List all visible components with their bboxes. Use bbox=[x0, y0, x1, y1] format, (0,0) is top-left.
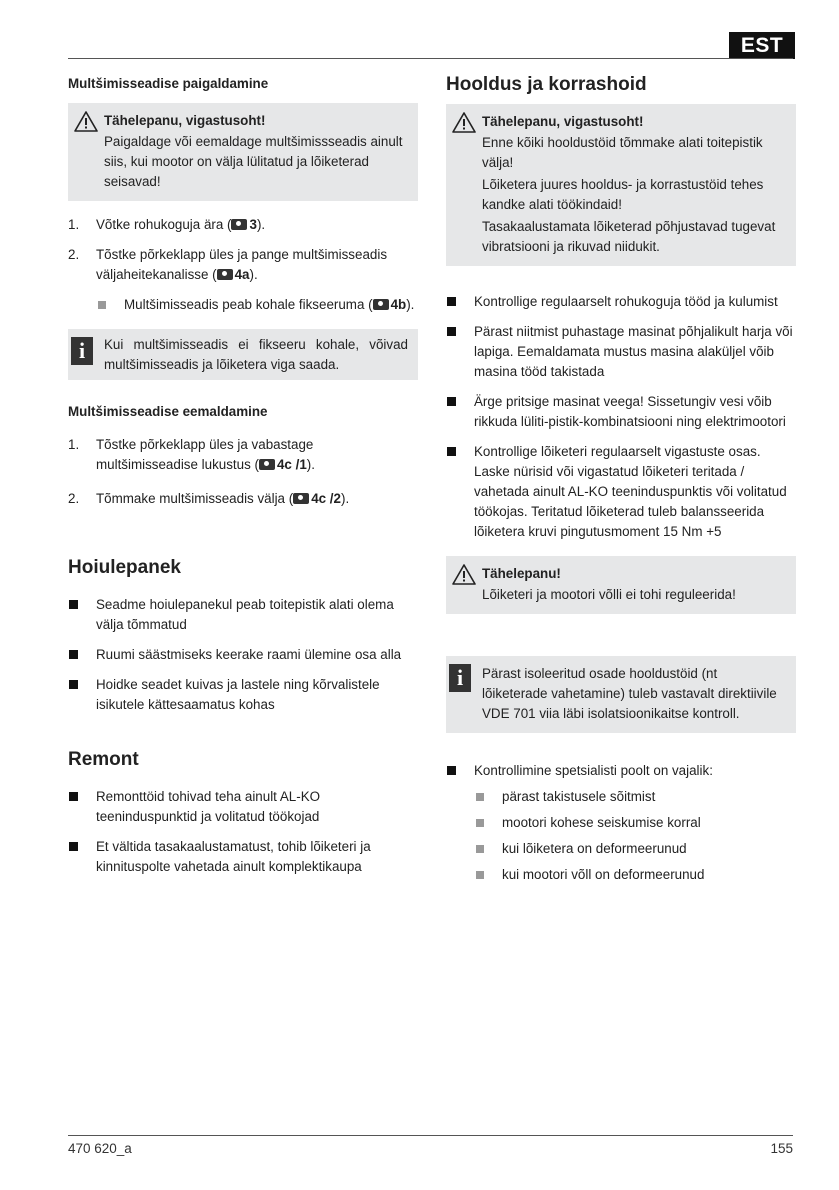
install-warning-text: Paigaldage või eemaldage multšimissseadis ainult siis, kui mootor on välja lülitatud ja lõiketerad seisavad! bbox=[104, 134, 403, 189]
square-bullet-icon bbox=[447, 297, 456, 306]
grey-square-bullet-icon bbox=[98, 301, 106, 309]
info-icon: i bbox=[71, 337, 93, 365]
item-text: Et vältida tasakaalustamatust, tohib lõiketeri ja kinnituspolte vahetada ainult komplektikaupa bbox=[96, 839, 371, 874]
square-bullet-icon bbox=[447, 327, 456, 336]
left-column bbox=[68, 70, 418, 887]
square-bullet-icon bbox=[69, 680, 78, 689]
header-rule bbox=[68, 58, 793, 59]
step-number: 1. bbox=[68, 217, 80, 232]
list-item bbox=[446, 392, 796, 432]
grey-square-bullet-icon bbox=[476, 845, 484, 853]
item-text: Remonttöid tohivad teha ainult AL-KO teeninduspunktid ja volitatud töökojad bbox=[96, 789, 321, 824]
list-item bbox=[446, 442, 796, 542]
grey-square-bullet-icon bbox=[476, 871, 484, 879]
item-text: pärast takistusele sõitmist bbox=[502, 789, 656, 804]
list-item bbox=[446, 761, 796, 781]
step-text: Võtke rohukoguja ära ( bbox=[96, 217, 232, 232]
list-item bbox=[446, 322, 796, 382]
warning-text-3: Tasakaalustamata lõiketerad põhjustavad tugevat vibratsiooni ja rikuvad niidukit. bbox=[482, 219, 776, 254]
page-number: 155 bbox=[770, 1141, 793, 1156]
warning-triangle-icon bbox=[74, 111, 98, 132]
list-item bbox=[68, 787, 418, 827]
maintenance-warning bbox=[446, 104, 796, 266]
camera-icon bbox=[373, 299, 389, 310]
square-bullet-icon bbox=[447, 397, 456, 406]
list-item bbox=[446, 292, 796, 312]
figure-ref: 4c /1 bbox=[276, 457, 307, 472]
install-step-2 bbox=[68, 245, 418, 285]
item-text: Kontrollige regulaarselt rohukoguja tööd ja kulumist bbox=[474, 294, 778, 309]
warning-text-2: Lõiketera juures hooldus- ja korrastustöid tehes kandke alati töökindaid! bbox=[482, 177, 764, 212]
remove-step-1 bbox=[68, 435, 418, 475]
item-text: Kontrollige lõiketeri regulaarselt vigastuste osas. Laske nürisid või vigastatud lõiketeri teritada / vahetada ainult AL-KO teeninduspunktis või volitatud töökojas. Teritatud lõiketerad tuleb balansseerida lõiketera kruvi pingutusmoment 15 Nm +5 bbox=[474, 444, 787, 539]
warning-triangle-icon bbox=[452, 112, 476, 133]
insulation-info-text: Pärast isoleeritud osade hooldustöid (nt lõiketerade vahetamine) tuleb vastavalt direktiivile VDE 701 viia läbi isolatsioonikaitse kontroll. bbox=[482, 666, 777, 721]
right-column bbox=[446, 70, 796, 891]
step-text: Tõmmake multšimisseadis välja ( bbox=[96, 491, 294, 506]
install-info bbox=[68, 329, 418, 380]
square-bullet-icon bbox=[447, 447, 456, 456]
figure-ref: 3 bbox=[249, 217, 257, 232]
repair-title: Remont bbox=[68, 749, 139, 770]
item-text: kui lõiketera on deformeerunud bbox=[502, 841, 687, 856]
list-item bbox=[68, 675, 418, 715]
list-item bbox=[446, 787, 796, 807]
camera-icon bbox=[293, 493, 309, 504]
remove-title: Multšimisseadise eemaldamine bbox=[68, 404, 268, 419]
warning-text-1: Enne kõiki hooldustöid tõmmake alati toitepistik välja! bbox=[482, 135, 763, 170]
sub-end: ). bbox=[406, 297, 415, 312]
camera-icon bbox=[217, 269, 233, 280]
item-text: Seadme hoiulepanekul peab toitepistik alati olema välja tõmmatud bbox=[96, 597, 394, 632]
item-text: Kontrollimine spetsialisti poolt on vajalik: bbox=[474, 763, 713, 778]
footer-rule bbox=[68, 1135, 793, 1136]
sub-text: Multšimisseadis peab kohale fikseeruma ( bbox=[124, 297, 373, 312]
insulation-info bbox=[446, 656, 796, 733]
step-number: 1. bbox=[68, 437, 80, 452]
step-text: Tõstke põrkeklapp üles ja pange multšimisseadis väljaheitekanalisse ( bbox=[96, 247, 388, 282]
step-end: ). bbox=[340, 491, 350, 506]
grey-square-bullet-icon bbox=[476, 819, 484, 827]
maintenance-warning-title: Tähelepanu, vigastusoht! bbox=[482, 114, 644, 129]
grey-square-bullet-icon bbox=[476, 793, 484, 801]
document-code: 470 620_a bbox=[68, 1141, 132, 1156]
square-bullet-icon bbox=[69, 842, 78, 851]
maintenance-title: Hooldus ja korrashoid bbox=[446, 74, 647, 95]
item-text: Pärast niitmist puhastage masinat põhjalikult harja või lapiga. Eemaldamata mustus masina alaküljel võib masina tööd takistada bbox=[474, 324, 793, 379]
adjust-warning-title: Tähelepanu! bbox=[482, 566, 561, 581]
warning-triangle-icon bbox=[452, 564, 476, 585]
install-steps bbox=[68, 215, 418, 285]
item-text: mootori kohese seiskumise korral bbox=[502, 815, 701, 830]
camera-icon bbox=[259, 459, 275, 470]
install-warning bbox=[68, 103, 418, 201]
square-bullet-icon bbox=[69, 792, 78, 801]
step-text: Tõstke põrkeklapp üles ja vabastage multšimisseadise lukustus ( bbox=[96, 437, 314, 472]
item-text: Ruumi säästmiseks keerake raami ülemine osa alla bbox=[96, 647, 402, 662]
repair-list bbox=[68, 787, 418, 877]
storage-list bbox=[68, 595, 418, 715]
item-text: Hoidke seadet kuivas ja lastele ning kõrvalistele isikutele kättesaamatus kohas bbox=[96, 677, 380, 712]
install-title: Multšimisseadise paigaldamine bbox=[68, 76, 269, 91]
check-sub-list bbox=[446, 787, 796, 885]
install-step-1 bbox=[68, 215, 418, 235]
step-end: ). bbox=[256, 217, 266, 232]
list-item bbox=[446, 839, 796, 859]
storage-title: Hoiulepanek bbox=[68, 557, 181, 578]
remove-step-2 bbox=[68, 489, 418, 509]
remove-steps bbox=[68, 435, 418, 509]
figure-ref: 4a bbox=[234, 267, 250, 282]
square-bullet-icon bbox=[69, 650, 78, 659]
install-info-text: Kui multšimisseadis ei fikseeru kohale, võivad multšimisseadis ja lõiketera viga saada. bbox=[104, 337, 408, 372]
adjust-warning bbox=[446, 556, 796, 614]
list-item bbox=[68, 837, 418, 877]
figure-ref: 4c /2 bbox=[311, 491, 341, 506]
item-text: Ärge pritsige masinat veega! Sissetungiv vesi võib rikkuda lüliti-pistik-kombinatsiooni ning elektrimootori bbox=[474, 394, 786, 429]
list-item bbox=[68, 645, 418, 665]
check-list bbox=[446, 761, 796, 781]
list-item bbox=[446, 865, 796, 885]
step-end: ). bbox=[249, 267, 258, 282]
step-end: ). bbox=[306, 457, 315, 472]
install-warning-title: Tähelepanu, vigastusoht! bbox=[104, 113, 266, 128]
list-item bbox=[68, 595, 418, 635]
camera-icon bbox=[231, 219, 247, 230]
info-icon: i bbox=[449, 664, 471, 692]
list-item bbox=[446, 813, 796, 833]
adjust-warning-text: Lõiketeri ja mootori võlli ei tohi reguleerida! bbox=[482, 587, 736, 602]
install-sub-bullet bbox=[68, 295, 418, 315]
item-text: kui mootori võll on deformeerunud bbox=[502, 867, 705, 882]
language-badge: EST bbox=[729, 32, 795, 59]
square-bullet-icon bbox=[447, 766, 456, 775]
maintenance-list bbox=[446, 292, 796, 542]
square-bullet-icon bbox=[69, 600, 78, 609]
step-number: 2. bbox=[68, 247, 80, 262]
figure-ref: 4b bbox=[390, 297, 407, 312]
step-number: 2. bbox=[68, 491, 80, 506]
